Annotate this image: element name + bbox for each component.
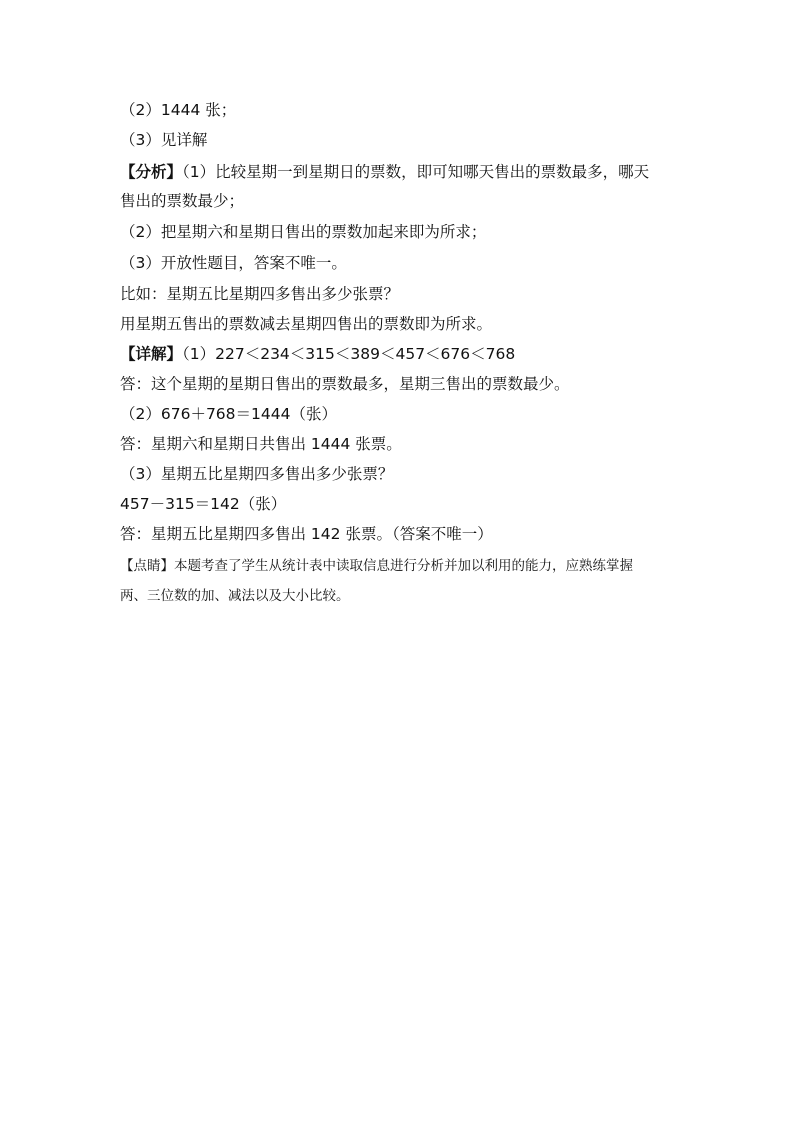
detail-text-1: （1）227＜234＜315＜389＜457＜676＜768 (182, 345, 516, 363)
analysis-label: 【分析】 (120, 163, 183, 181)
answer-line-2: （2）1444 张； (120, 101, 237, 119)
detail-line-1 (120, 344, 515, 364)
analysis-line-4: （3）开放性题目，答案不唯一。 (120, 254, 347, 272)
comment-line-2: 两、三位数的加、减法以及大小比较。 (120, 588, 350, 604)
analysis-text-1: （1）比较星期一到星期日的票数，即可知哪天售出的票数最多，哪天 (182, 163, 650, 181)
comment-line-1: 【点睛】本题考查了学生从统计表中读取信息进行分析并加以利用的能力，应熟练掌握 (120, 558, 633, 574)
detail-line-5: （3）星期五比星期四多售出多少张票？ (120, 465, 394, 483)
analysis-line-5: 比如：星期五比星期四多售出多少张票？ (120, 285, 400, 303)
analysis-line-6: 用星期五售出的票数减去星期四售出的票数即为所求。 (120, 315, 493, 333)
analysis-line-3: （2）把星期六和星期日售出的票数加起来即为所求； (120, 223, 487, 241)
detail-line-6: 457－315＝142（张） (120, 495, 287, 513)
answer-line-3: （3）见详解 (120, 131, 208, 149)
detail-line-7: 答：星期五比星期四多售出 142 张票。（答案不唯一） (120, 525, 493, 543)
detail-label: 【详解】 (120, 345, 183, 363)
detail-line-4: 答：星期六和星期日共售出 1444 张票。 (120, 435, 402, 453)
analysis-line-2: 售出的票数最少； (120, 192, 245, 210)
detail-line-2: 答：这个星期的星期日售出的票数最多，星期三售出的票数最少。 (120, 375, 570, 393)
analysis-line-1 (120, 162, 649, 182)
detail-line-3: （2）676＋768＝1444（张） (120, 405, 337, 423)
